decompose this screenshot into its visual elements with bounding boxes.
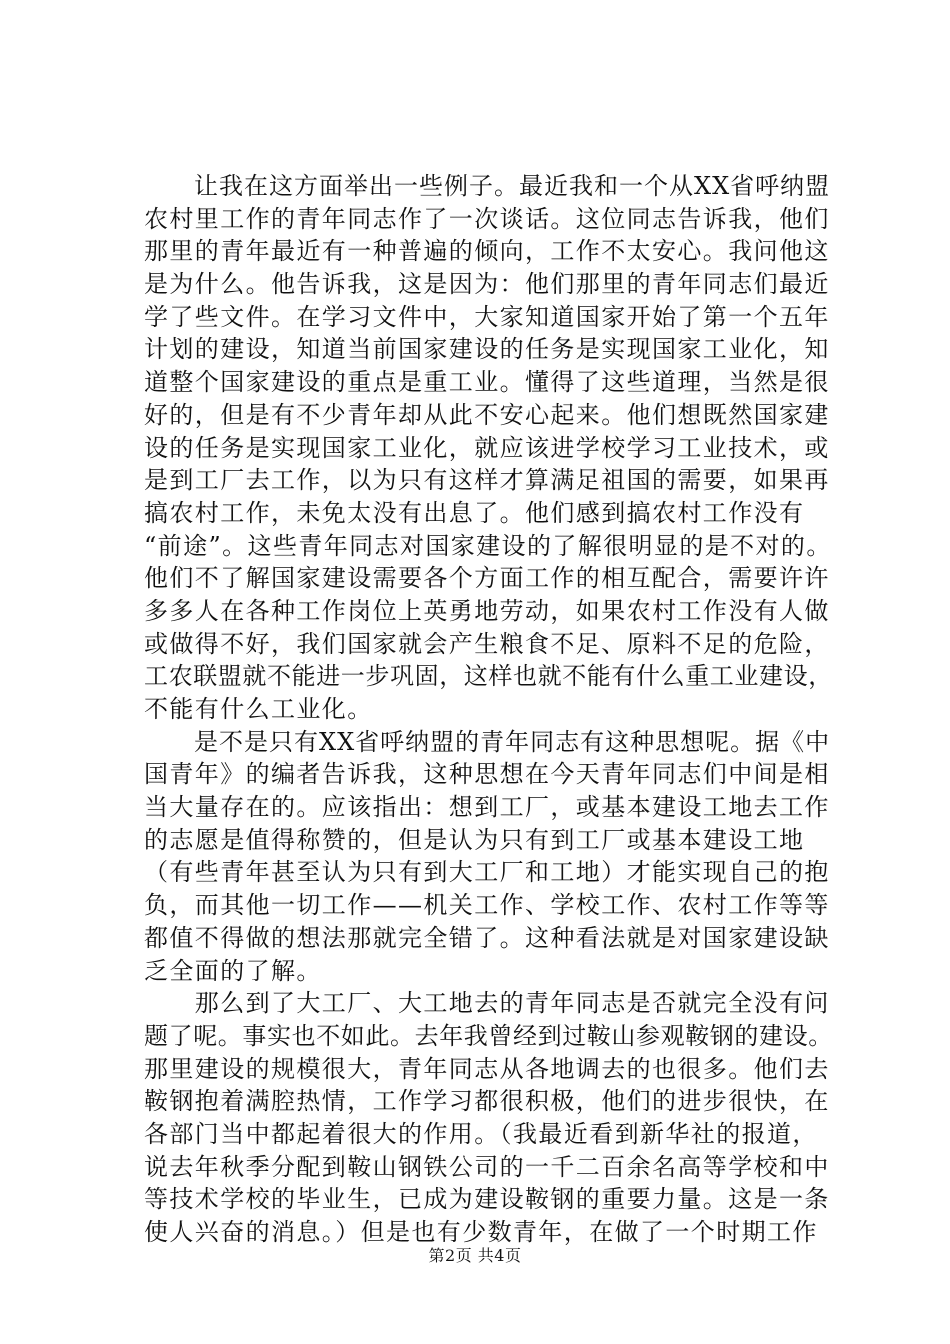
text-line: 让我在这方面举出一些例子。最近我和一个从XX省呼纳盟 [144,172,831,200]
text-line: 是不是只有XX省呼纳盟的青年同志有这种思想呢。据《中 [144,727,831,756]
text-line: 都值不得做的想法那就完全错了。这种看法就是对国家建设缺 [144,923,830,952]
text-line: 等技术学校的毕业生，已成为建设鞍钢的重要力量。这是一条 [144,1185,830,1214]
page-number-footer: 第2页 共4页 [428,1246,522,1265]
text-line: 的志愿是值得称赞的，但是认为只有到工厂或基本建设工地 [144,825,805,854]
text-line: 好的，但是有不少青年却从此不安心起来。他们想既然国家建 [144,400,830,429]
text-line: 说去年秋季分配到鞍山钢铁公司的一千二百余名高等学校和中 [144,1152,830,1181]
text-line: 多多人在各种工作岗位上英勇地劳动，如果农村工作没有人做 [144,596,830,625]
text-line: （有些青年甚至认为只有到大工厂和工地）才能实现自己的抱 [144,858,830,887]
text-line: 搞农村工作，未免太没有出息了。他们感到搞农村工作没有 [144,498,805,527]
text-line: 计划的建设，知道当前国家建设的任务是实现国家工业化，知 [144,335,830,364]
text-line: 是为什么。他告诉我，这是因为：他们那里的青年同志们最近 [144,270,830,299]
text-line: 各部门当中都起着很大的作用。（我最近看到新华社的报道， [144,1119,818,1148]
text-line: 使人兴奋的消息。）但是也有少数青年，在做了一个时期工作 [144,1218,818,1246]
text-line: 农村里工作的青年同志作了一次谈话。这位同志告诉我，他们 [144,204,830,233]
text-line: 或做得不好，我们国家就会产生粮食不足、原料不足的危险， [144,629,830,658]
text-line: 当大量存在的。应该指出：想到工厂，或基本建设工地去工作 [144,793,830,822]
text-line: 是到工厂去工作，以为只有这样才算满足祖国的需要，如果再 [144,466,830,495]
text-line: 道整个国家建设的重点是重工业。懂得了这些道理，当然是很 [144,368,830,397]
text-line: 那里建设的规模很大，青年同志从各地调去的也很多。他们去 [144,1054,830,1083]
text-line: 不能有什么工业化。 [144,695,373,723]
text-line: 那里的青年最近有一种普遍的倾向，工作不太安心。我问他这 [144,237,830,266]
text-line: 负，而其他一切工作——机关工作、学校工作、农村工作等等 [144,891,830,920]
text-line: 乏全面的了解。 [144,956,322,985]
text-line: 鞍钢抱着满腔热情，工作学习都很积极，他们的进步很快，在 [144,1087,830,1116]
body-text [144,170,833,1249]
text-line: 题了呢。事实也不如此。去年我曾经到过鞍山参观鞍钢的建设。 [144,1021,833,1050]
text-line: 国青年》的编者告诉我，这种思想在今天青年同志们中间是相 [144,760,830,789]
text-line: 工农联盟就不能进一步巩固，这样也就不能有什么重工业建设， [144,662,833,691]
text-line: 设的任务是实现国家工业化，就应该进学校学习工业技术，或 [144,433,830,462]
text-line: 学了些文件。在学习文件中，大家知道国家开始了第一个五年 [144,302,830,331]
text-line: 那么到了大工厂、大工地去的青年同志是否就完全没有问 [144,989,830,1018]
text-line: “前途”。这些青年同志对国家建设的了解很明显的是不对的。 [144,531,832,560]
text-line: 他们不了解国家建设需要各个方面工作的相互配合，需要许许 [144,564,830,593]
